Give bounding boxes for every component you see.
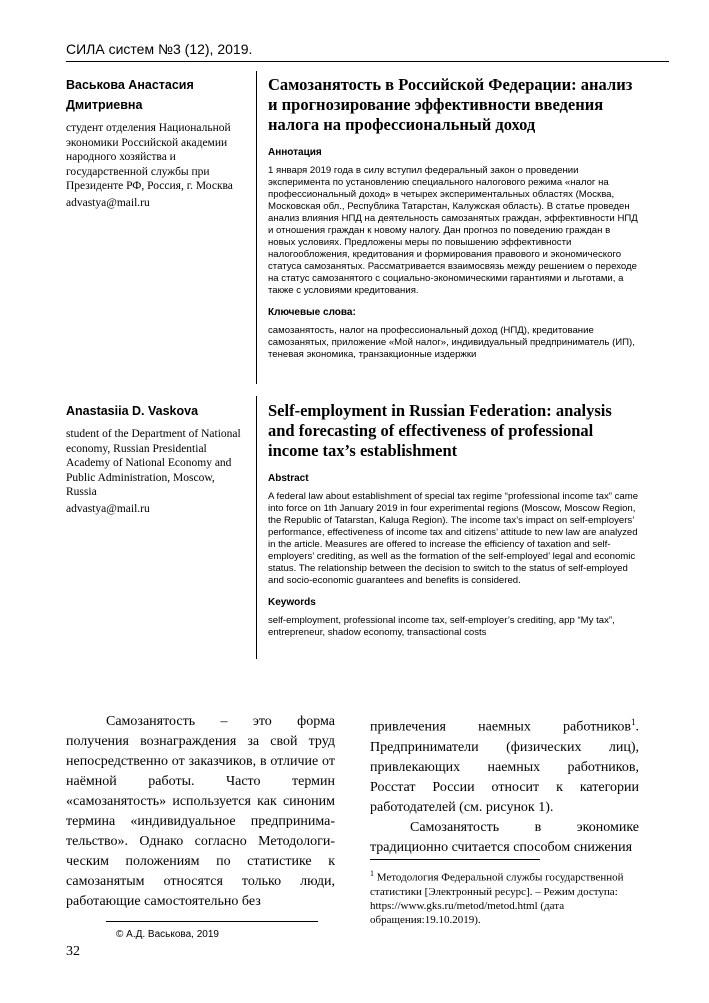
en-email[interactable]: advastya@mail.ru xyxy=(66,502,150,515)
ru-author-block xyxy=(66,75,246,210)
copyright: © А.Д. Васькова, 2019 xyxy=(116,929,219,940)
footnote-reference[interactable]: 1 xyxy=(631,717,636,727)
footnote-mark: 1 xyxy=(370,869,374,878)
copyright-rule xyxy=(106,921,318,922)
en-author-name: Anastasiia D. Vaskova xyxy=(66,404,199,418)
ru-abstract-heading: Аннотация xyxy=(268,147,322,158)
ru-email[interactable]: advastya@mail.ru xyxy=(66,196,150,209)
en-abstract: A federal law about establishment of special tax regime “professional income tax” came into force on 1th January 2019 in four experimental regions (Moscow, Moscow Region, the Republic of Tatarstan, Kaluga Region). The income tax’s impact on self-employers’ performance, effectiveness of income tax and citizens’ attitude to new law are analyzed in the article. Measures are offered to increase the efficiency of taxation and self-employers’ crediting, as well as the formation of the self-employed’ legal and economic status. The relationship between the decision to switch to the status of self-employed and socio-economic guarantees and benefits is considered. xyxy=(268,491,639,586)
ru-title: Самозанятость в Российской Федерации: анализ и прогнозирование эффективности введения налога на профессиональный доход xyxy=(268,75,633,134)
footnote xyxy=(370,867,642,927)
ru-keywords: самозанятость, налог на профессиональный доход (НПД), кредитование самозанятых, приложение «Мой налог», индивидуальный предприниматель (ИП), теневая экономика, транзакционные издержки xyxy=(268,325,635,360)
body-right-paragraph-2: Самозанятость в экономике традиционно считается способом снижения xyxy=(370,819,639,855)
journal-header: СИЛА систем №3 (12), 2019. xyxy=(66,41,253,57)
footnote-text: Методология Федеральной службы государственной статистики [Электронный ресурс]. – Режим доступа: https://www.gks.ru/metod/metod.html (дата обращения:19.10.2019). xyxy=(370,871,624,926)
header-rule xyxy=(66,61,669,62)
body-right-column xyxy=(370,712,639,858)
footnote-rule xyxy=(370,859,540,860)
page-number: 32 xyxy=(66,944,80,959)
en-keywords: self-employment, professional income tax, self-employer’s crediting, app “My tax”, entrepreneur, shadow economy, transactional costs xyxy=(268,615,615,638)
en-affiliation: student of the Department of National economy, Russian Presidential Academy of National Economy and Public Administration, Moscow, Russia xyxy=(66,428,241,498)
ru-vertical-rule xyxy=(256,71,257,384)
en-keywords-heading: Keywords xyxy=(268,597,316,608)
ru-affiliation: студент отделения Национальной экономики Российской академии народного хозяйства и государственной службы при Президенте РФ, Россия, г. Москва xyxy=(66,122,233,192)
ru-article-block xyxy=(268,75,640,361)
en-vertical-rule xyxy=(256,396,257,659)
body-right-paragraph-1 xyxy=(370,712,639,818)
ru-author-name: Васькова Анастасия Дмитриевна xyxy=(66,78,194,112)
en-article-block xyxy=(268,401,640,639)
body-right-paragraph-1-text: привлечения наемных работников xyxy=(370,719,631,735)
en-author-block xyxy=(66,401,246,516)
ru-abstract: 1 января 2019 года в силу вступил федеральный закон о проведении эксперимента по установлению специального налогового режима «налог на профессиональный доход» в четырех экспериментальных областях (Москва, Московская обл., Республика Татарстан, Калужская область). В статье проведен анализ влияния НПД на деятельность самозанятых граждан, эффективности НПД и отношения граждан к новому налогу. Дан прогноз по поведению граждан в новых условиях. Предложены меры по повышению эффективности налогообложения, кредитования и формирования правового и экономического статуса самозанятых. Рассматривается взаимосвязь между решением о переходе на статус самозанятого с социально-экономическими гарантиями и льготами, а также с условиями кредитования. xyxy=(268,165,638,296)
body-right-paragraph-1-cont: . Предприниматели (физических лиц), привлекающих наемных работников, Росстат России относит к категории работодателей (см. рисунок 1). xyxy=(370,719,639,815)
ru-keywords-heading: Ключевые слова: xyxy=(268,307,356,318)
en-title: Self-employment in Russian Federation: analysis and forecasting of effectiveness of professional income tax’s establishment xyxy=(268,401,612,460)
body-left-paragraph: Самозанятость – это форма получения вознаграждения за свой труд непосредственно от заказчиков, в отличие от наёмной работы. Часто термин «самозанятость» используется как синоним термина «индивидуальное предпринима-тельство». Однако согласно Методологи-ческим положениям по статистике к самозанятым относятся только люди, работающие самостоятельно без xyxy=(66,714,335,909)
en-abstract-heading: Abstract xyxy=(268,473,309,484)
